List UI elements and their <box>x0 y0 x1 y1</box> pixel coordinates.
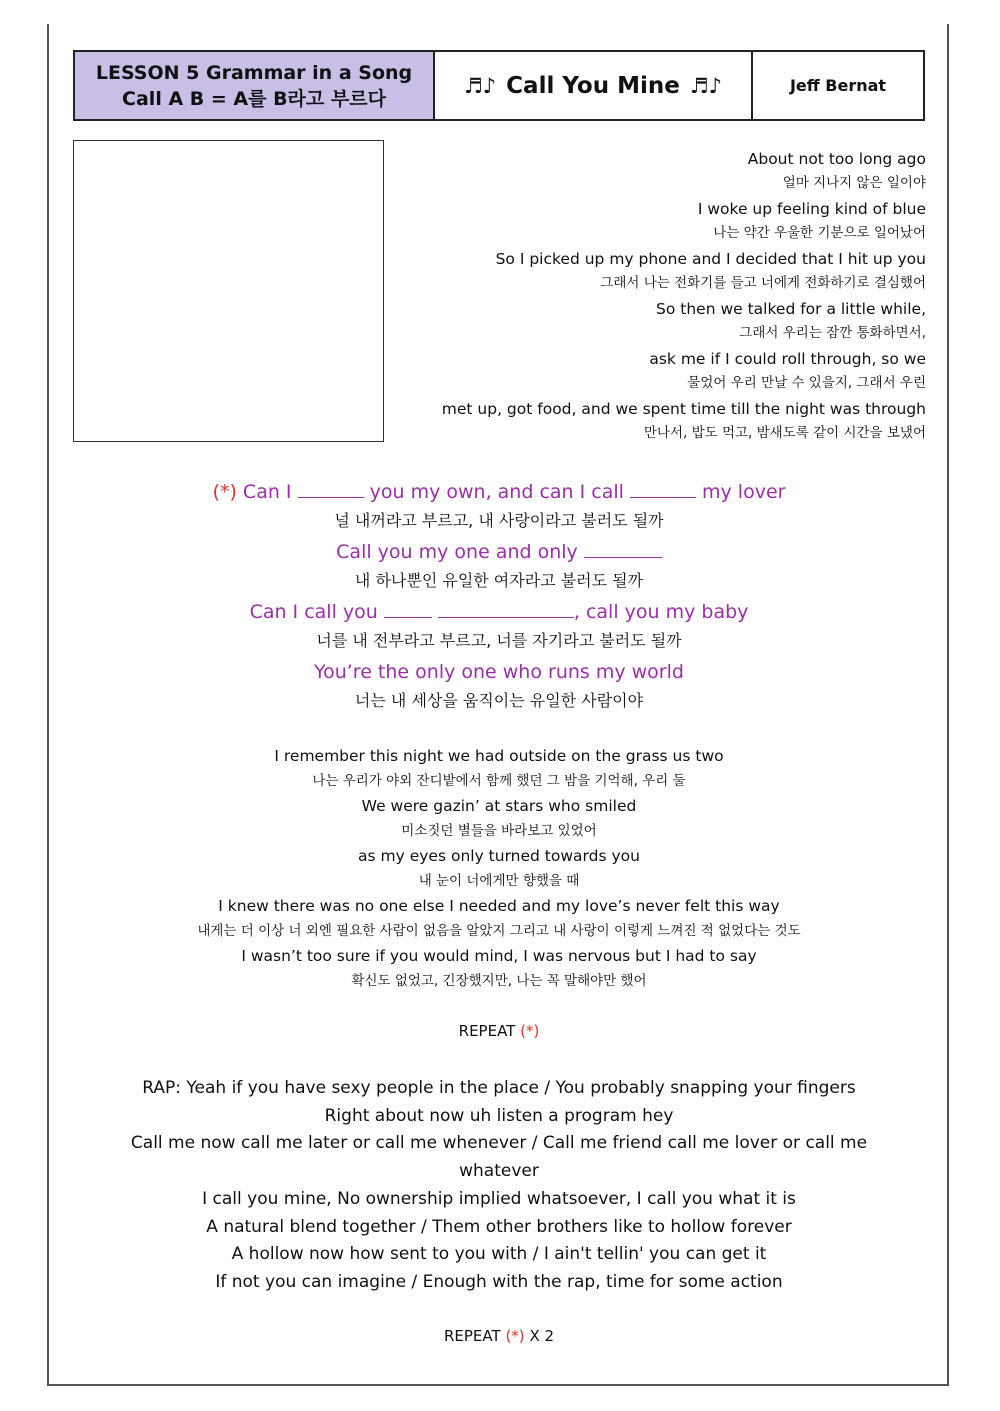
lesson-title-cell <box>75 52 435 119</box>
verse-2 <box>73 744 925 994</box>
chorus-line-3: Can I call you , call you my baby <box>249 601 749 623</box>
lyric-line-ko: 확신도 없었고, 긴장했지만, 나는 꼭 말해야만 했어 <box>351 973 647 989</box>
rap-line: Call me now call me later or call me whenever / Call me friend call me lover or call me <box>130 1133 868 1154</box>
rap-line: Right about now uh listen a program hey <box>324 1105 674 1126</box>
rap-section <box>73 1075 925 1297</box>
lyric-line-ko: 그래서 나는 전화기를 들고 너에게 전화하기로 결심했어 <box>600 275 926 291</box>
lyric-line-en: I wasn’t too sure if you would mind, I was nervous but I had to say <box>241 947 757 965</box>
lyric-line-en: So then we talked for a little while, <box>656 300 926 318</box>
lesson-title: LESSON 5 Grammar in a Song <box>95 61 413 84</box>
rap-line: A natural blend together / Them other brothers like to hollow forever <box>206 1216 792 1237</box>
lyric-line-ko: 그래서 우리는 잠깐 통화하면서, <box>739 325 926 341</box>
song-title: Call You Mine <box>506 72 680 99</box>
rap-line: whatever <box>459 1161 539 1182</box>
lyric-line-ko: 내게는 더 이상 너 외엔 필요한 사람이 없음을 알았지 그리고 내 사랑이 이렇게 느껴진 적 없었다는 것도 <box>197 923 801 939</box>
image-placeholder <box>73 140 384 442</box>
lyric-line-en: I remember this night we had outside on the grass us two <box>274 747 724 765</box>
lyric-line-en: as my eyes only turned towards you <box>358 847 640 865</box>
lyric-line-ko: 나는 약간 우울한 기분으로 일어났어 <box>713 225 926 241</box>
chorus-line-2: Call you my one and only <box>73 538 925 566</box>
lyric-line-en: So I picked up my phone and I decided that I hit up you <box>495 250 926 268</box>
lyric-line-ko: 나는 우리가 야외 잔디밭에서 함께 했던 그 밤을 기억해, 우리 둘 <box>312 773 686 789</box>
rap-line: I call you mine, No ownership implied whatsoever, I call you what it is <box>202 1188 796 1209</box>
chorus-marker: (*) <box>520 1022 540 1040</box>
lyric-line-ko: 내 눈이 너에게만 향했을 때 <box>418 873 580 889</box>
music-note-icon: ♬♪ <box>689 73 723 98</box>
chorus-marker: (*) <box>505 1327 525 1345</box>
music-note-icon: ♬♪ <box>463 73 497 98</box>
fill-blank[interactable] <box>630 479 696 498</box>
repeat-chorus: REPEAT (*) <box>458 1022 540 1040</box>
lyric-line-en: About not too long ago <box>747 150 926 168</box>
header-table <box>73 50 925 121</box>
chorus-line-1-ko: 널 내꺼라고 부르고, 내 사랑이라고 불러도 될까 <box>334 511 664 530</box>
chorus-line-3-ko: 너를 내 전부라고 부르고, 너를 자기라고 불러도 될까 <box>316 631 682 650</box>
chorus-line-1: (*) Can I you my own, and can I call my lover <box>212 481 786 503</box>
lyric-line-en: I knew there was no one else I needed and my love’s never felt this way <box>218 897 780 915</box>
lyric-line-en: ask me if I could roll through, so we <box>649 350 926 368</box>
song-title-cell <box>435 52 753 119</box>
lyric-line-ko: 얼마 지나지 않은 일이야 <box>782 175 926 191</box>
lesson-grammar: Call A B = A를 B라고 부르다 <box>122 87 386 110</box>
fill-blank[interactable] <box>584 539 662 558</box>
verse-1 <box>366 148 926 448</box>
lyric-line-en: We were gazin’ at stars who smiled <box>361 797 637 815</box>
lyric-line-en: met up, got food, and we spent time till the night was through <box>441 400 926 418</box>
chorus <box>73 478 925 718</box>
rap-line: If not you can imagine / Enough with the rap, time for some action <box>215 1271 783 1292</box>
lyric-line-ko: 물었어 우리 만날 수 있을지, 그래서 우린 <box>687 375 926 391</box>
chorus-line-2-ko: 내 하나뿐인 유일한 여자라고 불러도 될까 <box>354 571 644 590</box>
repeat-chorus-twice: REPEAT (*) X 2 <box>443 1327 555 1345</box>
fill-blank[interactable] <box>438 599 574 618</box>
lyric-line-ko: 미소짓던 별들을 바라보고 있었어 <box>401 823 597 839</box>
artist-cell <box>753 52 923 119</box>
lyric-line-en: I woke up feeling kind of blue <box>697 200 926 218</box>
rap-line: A hollow now how sent to you with / I ain't tellin' you can get it <box>231 1244 767 1265</box>
chorus-line-4-ko: 너는 내 세상을 움직이는 유일한 사람이야 <box>354 691 644 710</box>
fill-blank[interactable] <box>384 599 432 618</box>
chorus-marker: (*) <box>212 481 237 503</box>
fill-blank[interactable] <box>298 479 364 498</box>
lyric-line-ko: 만나서, 밥도 먹고, 밤새도록 같이 시간을 보냈어 <box>643 425 926 441</box>
rap-line: RAP: Yeah if you have sexy people in the place / You probably snapping your fingers <box>142 1078 856 1098</box>
artist-name: Jeff Bernat <box>789 76 887 95</box>
chorus-line-4: You’re the only one who runs my world <box>314 661 684 683</box>
